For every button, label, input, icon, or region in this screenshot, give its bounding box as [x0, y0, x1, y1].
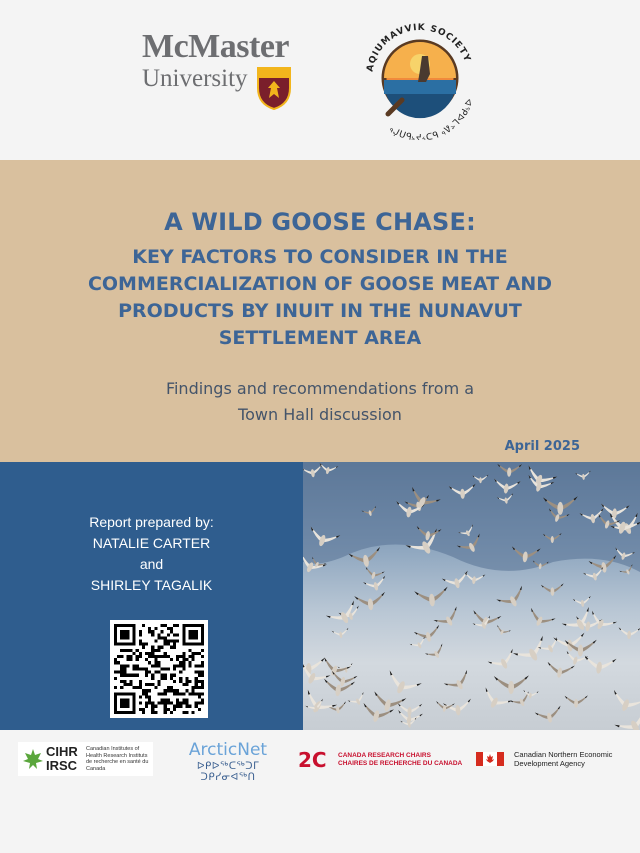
- aqiumavvik-arc-syllabics: ᐊᕿᐅᒪᕝᕕᒃ ᑲᑐᔾᔨᖃᑎᒌᒃ: [388, 96, 474, 140]
- aqiumavvik-arc-text: AQIUMAVVIK SOCIETY: [365, 22, 473, 73]
- cannor-line-2: Development Agency: [514, 759, 585, 768]
- goose-silhouette: [414, 587, 449, 608]
- cannor-logo: [476, 748, 626, 772]
- mcmaster-logo: [142, 30, 302, 120]
- goose-silhouette: [414, 625, 443, 645]
- description-line-2: Town Hall discussion: [238, 405, 402, 424]
- author-panel: [0, 462, 303, 730]
- report-description: [0, 376, 640, 428]
- mcmaster-university: University: [142, 65, 248, 92]
- canada-flag-icon: [476, 752, 504, 766]
- partner-logos: [0, 730, 640, 853]
- qr-code-icon: [114, 624, 204, 714]
- goose-silhouette: [383, 669, 422, 700]
- goose-silhouette: [332, 628, 350, 640]
- description-line-1: Findings and recommendations from a: [165, 379, 475, 398]
- author-conjunction: and: [139, 556, 164, 572]
- goose-silhouette: [582, 654, 616, 676]
- cihr-abbr-en: CIHR: [46, 744, 78, 759]
- author-credits: [0, 512, 303, 596]
- cihr-abbr-fr: IRSC: [46, 758, 78, 773]
- goose-silhouette: [614, 708, 640, 730]
- goose-silhouette: [608, 689, 640, 717]
- goose-silhouette: [435, 700, 455, 713]
- goose-silhouette: [347, 692, 367, 709]
- goose-silhouette: [487, 649, 519, 675]
- header-logos: [0, 0, 640, 160]
- flying-geese-image: [303, 462, 640, 730]
- goose-silhouette: [545, 661, 575, 680]
- crc-mark: 2C: [298, 748, 327, 772]
- goose-silhouette: [470, 609, 501, 631]
- crc-text: [338, 752, 462, 768]
- goose-silhouette: [512, 636, 551, 669]
- crc-line-en: CANADA RESEARCH CHAIRS: [338, 752, 431, 759]
- arcticnet-name: ArcticNet: [188, 740, 268, 760]
- prepared-by-label: Report prepared by:: [89, 514, 214, 530]
- goose-silhouette: [425, 644, 448, 663]
- goose-silhouette: [325, 600, 361, 630]
- goose-silhouette: [496, 586, 529, 613]
- report-title: A WILD GOOSE CHASE:: [164, 208, 476, 236]
- mcmaster-crest-icon: [256, 66, 292, 110]
- snow-geese-photo: [303, 462, 640, 730]
- goose-silhouette: [479, 686, 513, 714]
- author-name: SHIRLEY TAGALIK: [90, 577, 213, 593]
- goose-silhouette: [573, 596, 592, 608]
- goose-silhouette: [472, 616, 494, 633]
- cihr-leaf-icon: [21, 747, 45, 771]
- goose-silhouette: [409, 636, 428, 651]
- qr-code[interactable]: [110, 620, 208, 718]
- aqiumavvik-society-logo: [358, 16, 482, 140]
- goose-silhouette: [541, 583, 564, 596]
- goose-silhouette: [354, 592, 386, 612]
- goose-silhouette: [397, 702, 422, 717]
- cihr-logo: [18, 742, 153, 776]
- goose-silhouette: [561, 607, 597, 637]
- goose-silhouette: [618, 626, 640, 640]
- goose-silhouette: [535, 706, 564, 726]
- goose-silhouette: [586, 610, 617, 635]
- goose-silhouette: [327, 701, 348, 715]
- goose-silhouette: [564, 650, 589, 668]
- goose-silhouette: [525, 607, 555, 632]
- goose-silhouette: [443, 670, 474, 695]
- cihr-full-name: Canadian Institutes of Health Research Instituts de recherche en santé du Canada: [86, 746, 149, 772]
- report-date: April 2025: [504, 439, 580, 454]
- goose-silhouette: [363, 566, 385, 581]
- goose-silhouette: [564, 695, 588, 708]
- arcticnet-logo: [168, 740, 288, 783]
- cannor-line-1: Canadian Northern Economic: [514, 750, 613, 759]
- crc-line-fr: CHAIRES DE RECHERCHE DU CANADA: [338, 760, 463, 767]
- canada-research-chairs-logo: [298, 748, 468, 772]
- author-name: NATALIE CARTER: [92, 535, 211, 551]
- arcticnet-syllabics: ᐅᑭᐅᖅᑕᖅᑐᒥ ᑐᑭᓯᓂᐊᖅᑎ: [196, 761, 260, 783]
- goose-silhouette: [494, 675, 529, 695]
- report-subtitle: KEY FACTORS TO CONSIDER IN THE COMMERCIALIZATION OF GOOSE MEAT AND PRODUCTS BY INUIT IN THE NUNAVUT SETTLEMENT AREA: [87, 246, 553, 349]
- mcmaster-name: McMaster: [142, 28, 290, 65]
- cannor-name: [514, 750, 612, 768]
- title-band: [0, 160, 640, 462]
- cihr-abbreviation: [46, 745, 78, 773]
- goose-silhouette: [494, 624, 511, 637]
- goose-silhouette: [363, 576, 388, 594]
